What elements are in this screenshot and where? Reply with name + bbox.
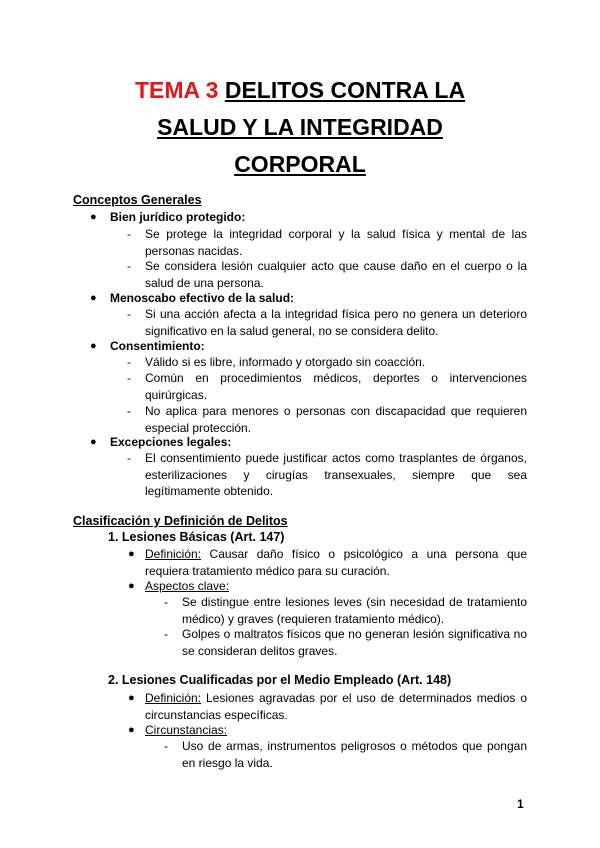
list-item: - Se protege la integridad corporal y la salud física y mental de las personas nacidas.	[127, 227, 527, 258]
bullet-dot-icon: ●	[128, 692, 135, 704]
bullet-dot-icon: ●	[90, 340, 97, 352]
document-page: TEMA 3 DELITOS CONTRA LA SALUD Y LA INTEGRIDAD CORPORAL Conceptos Generales ● Bien jurídico protegido: - Se protege la integridad corporal y la salud física y mental de las personas nacidas. - Se considera lesión cualquier acto que cause daño en el cuerpo o la salud de una persona. ● Menoscabo efectivo de la salud: - Si una acción afecta a la integridad física pero no genera un deterioro significativo en la salud general, no se considera delito. ● Consentimiento: - Válido si es libre, informado y otorgado sin coacción. - Común en procedimientos médicos, deportes o intervenciones quirúrgicas. - No aplica para menores o personas con discapacidad que requieren especial protección. ● Excepciones legales: - El consentimiento puede justificar actos como trasplantes de órganos, esterilizaciones y cirugías transexuales, siempre que sea legítimamente obtenido. Clasificación y Definición de Delitos 1. Lesiones Básicas (Art. 147) ● Definición: Causar daño físico o psicológico a una persona que requiera tratamiento médico para su curación. ● Aspectos clave: - Se distingue entre lesiones leves (sin necesidad de tratamiento médico) y graves (requieren tratamiento médico). - Golpes o maltratos físicos que no generan lesión significativa no se consideran delitos graves. 2. Lesiones Cualificadas por el Medio Empleado (Art. 148) ● Definición: Lesiones agravadas por el uso de determinados medios o circunstancias específicas. ● Circunstancias: - Uso de armas, instrumentos peligrosos o métodos que pongan en riesgo la vida. 1	[0, 0, 600, 848]
section-heading-conceptos: Conceptos Generales	[73, 193, 202, 207]
subsection-title-lesiones-basicas: 1. Lesiones Básicas (Art. 147)	[108, 530, 285, 544]
list-item: - Si una acción afecta a la integridad física pero no genera un deterioro significativo en la salud general, no se considera delito.	[127, 307, 527, 338]
page-title	[40, 72, 560, 183]
list-item: - El consentimiento puede justificar actos como trasplantes de órganos, esterilizaciones y cirugías transexuales, siempre que sea legítimamente obtenido.	[127, 451, 527, 498]
bullet-dot-icon: ●	[128, 548, 135, 560]
title-line-2: SALUD Y LA INTEGRIDAD	[157, 114, 443, 140]
bullet-dot-icon: ●	[90, 211, 97, 223]
bullet-dot-icon: ●	[128, 580, 135, 592]
list-item: - Se considera lesión cualquier acto que cause daño en el cuerpo o la salud de una persona.	[127, 259, 527, 290]
title-line-3: CORPORAL	[234, 151, 366, 177]
list-item: - Común en procedimientos médicos, deportes o intervenciones quirúrgicas.	[127, 371, 527, 402]
subsection-title-lesiones-cualificadas: 2. Lesiones Cualificadas por el Medio Empleado (Art. 148)	[108, 673, 452, 687]
title-tema: TEMA 3	[134, 77, 219, 103]
bullet-dot-icon: ●	[128, 724, 135, 736]
list-item: - Válido si es libre, informado y otorgado sin coacción.	[127, 355, 426, 369]
bullet-dot-icon: ●	[90, 292, 97, 304]
bullet-dot-icon: ●	[90, 436, 97, 448]
list-item: - Uso de armas, instrumentos peligrosos o métodos que pongan en riesgo la vida.	[164, 739, 527, 770]
list-item: - Se distingue entre lesiones leves (sin necesidad de tratamiento médico) y graves (requieren tratamiento médico).	[164, 595, 527, 626]
list-item: - Golpes o maltratos físicos que no generan lesión significativa no se consideran delitos graves.	[164, 627, 527, 658]
list-item: - No aplica para menores o personas con discapacidad que requieren especial protección.	[127, 404, 527, 435]
title-line-1: DELITOS CONTRA LA	[224, 77, 466, 103]
page-number: 1	[517, 797, 524, 811]
section-heading-clasificacion: Clasificación y Definición de Delitos	[73, 514, 288, 528]
